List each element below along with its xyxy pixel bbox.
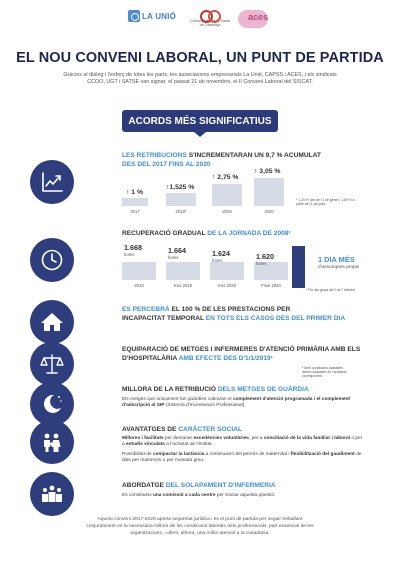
hours-unit-2018: hores [124, 252, 135, 257]
hours-value-final-2020: 1.620 [256, 252, 274, 261]
scales-icon [30, 342, 74, 386]
social-paragraph-2: Possibilitat de compactar la lactància a continuació del permís de maternitat i flexibilització del gaudiment de dies per matrimoni o per mesada greu. [122, 452, 362, 464]
incapacity-section-title: ES PERCEBRÀ EL 100 % DE LES PRESTACIONS PER INCAPACITAT TEMPORAL EN TOTS ELS CASOS DES DEL PRIMER DIA [122, 306, 346, 322]
salary-bar-2020 [254, 178, 284, 206]
salary-value-2017: ↑ 1 % [126, 189, 144, 196]
aces-logo [238, 10, 268, 28]
extra-day-bar [292, 246, 305, 288]
hours-footnote: * Per als grups del 2 al 7 d'àmbit. [306, 288, 356, 292]
salary-section-title: LES RETRIBUCIONS S'INCREMENTARAN UN 9,7 % ACUMULAT DES DEL 2017 FINS AL 2020 [122, 152, 321, 168]
oncall-paragraph: Els metges que únicament fan guàrdies cobraran el complement d'atenció programada i el complement d'adscripció al SIP (Sistema d'Incentivació Professional). [122, 397, 351, 409]
hours-box-inici-2019 [166, 262, 200, 280]
hours-label-2018: 2018 [134, 283, 144, 288]
csc-mark-icon [200, 10, 220, 19]
equalisation-footnote: * Amb condicions pactades desenvolupades en l'anotació corresponent. [302, 366, 347, 379]
salary-bar-2017 [122, 198, 148, 206]
oncall-section-title: MILLORA DE LA RETRIBUCIÓ DELS METGES DE GUÀRDIA [122, 386, 309, 393]
csc-logo-text: Consorci de Salut i Social de Catalunya [190, 19, 230, 27]
arrow-up-icon: ↑ [126, 189, 130, 196]
people-group-icon [30, 472, 74, 516]
social-section-title: AVANTATGES DE CARÀCTER SOCIAL [122, 426, 243, 433]
hours-unit-inici-2020: hores [212, 258, 223, 263]
arrow-up-icon: ↑ [166, 184, 170, 191]
social-paragraph-1: Millores i facilitats per demanar excedències voluntàries, per a conciliació de la vida familiar i laboral o per a estudis vinculats a l'activitat de l'entitat. [122, 436, 363, 448]
salary-footnote: * 1,25 % des de l'1 de gener i 1,80 % a partir de l'1 de juliol. [296, 198, 355, 207]
salary-bar-2018 [166, 193, 196, 206]
chart-trend-icon [30, 160, 74, 204]
salary-label-2020: 2020 [264, 209, 274, 214]
page-title: EL NOU CONVENI LABORAL, UN PUNT DE PARTIDA [16, 50, 384, 66]
salary-label-2018: 2018* [175, 209, 187, 214]
family-icon [30, 420, 74, 464]
logo-strip [0, 10, 400, 32]
equalisation-section-title: EQUIPARACIÓ DE METGES I INFERMERES D'ATENCIÓ PRIMÀRIA AMB ELS D'HOSPITALÀRIA AMB EFECTE DES D'1/1/2019* [122, 346, 361, 362]
aces-logo-text: aces [248, 12, 269, 22]
hours-unit-final-2020: hores [256, 261, 267, 266]
clock-icon [30, 238, 74, 282]
salary-value-2020: ↑ 3,05 % [254, 168, 281, 175]
salary-value-2019: ↑ 2,75 % [212, 174, 239, 181]
home-icon [30, 300, 74, 344]
la-unio-logo-text: LA UNIÓ [142, 11, 176, 21]
section-banner [122, 110, 278, 132]
nursing-paragraph: Es constitueix una comissió a cada centre per tractar aquesta qüestió. [122, 493, 276, 498]
closing-paragraph: Aquest conveni 2017-2020 aporta seguretat jurídica i és el punt de partida per seguir treballant conjuntament en la necessària millora de les condicions laborals dels professionals, part essencial de les organitzacions, i oferir, alhora, una millor atenció a la ciutadania. [86, 517, 314, 536]
hours-value-inici-2020: 1.624 [212, 249, 230, 258]
salary-value-2018: ↑1,525 % [166, 184, 195, 191]
csc-logo [188, 10, 232, 28]
hours-box-2018 [122, 262, 156, 280]
hours-section-title: RECUPERACIÓ GRADUAL DE LA JORNADA DE 2008* [122, 230, 291, 237]
nursing-section-title: ABORDATGE DEL SOLAPAMENT D'INFERMERIA [122, 482, 276, 489]
la-unio-logo [128, 10, 176, 22]
hours-label-inici-2020: Inici 2020 [218, 283, 236, 288]
arrow-up-icon: ↑ [254, 168, 258, 175]
salary-label-2017: 2017 [130, 209, 140, 214]
salary-label-2019: 2019 [222, 209, 232, 214]
hours-box-inici-2020 [210, 262, 244, 280]
salary-bar-2019 [212, 184, 242, 206]
hours-unit-inici-2019: hores [168, 255, 179, 260]
hours-label-final-2020: Final 2020 [261, 283, 281, 288]
extra-day-subtitle: d'assumptes propis [318, 265, 360, 270]
la-unio-mark-icon [128, 10, 140, 22]
intro-paragraph: Gràcies al diàleg i l'esforç de totes les parts, les associacions empresarials La Unió, CAPSS i ACES, i els sindicats CCOO, UGT i SATSE van signar, el passat 21 de novembre, el II Conveni Laboral del SISCAT. [63, 72, 337, 86]
extra-day-title: 1 DIA MÉS [318, 255, 355, 264]
banner-label: ACORDS MÉS SIGNIFICATIUS [128, 115, 272, 127]
hours-label-inici-2019: Inici 2019 [174, 283, 192, 288]
hours-value-2018: 1.668 [124, 243, 142, 252]
arrow-up-icon: ↑ [212, 174, 216, 181]
hours-value-inici-2019: 1.664 [168, 246, 186, 255]
